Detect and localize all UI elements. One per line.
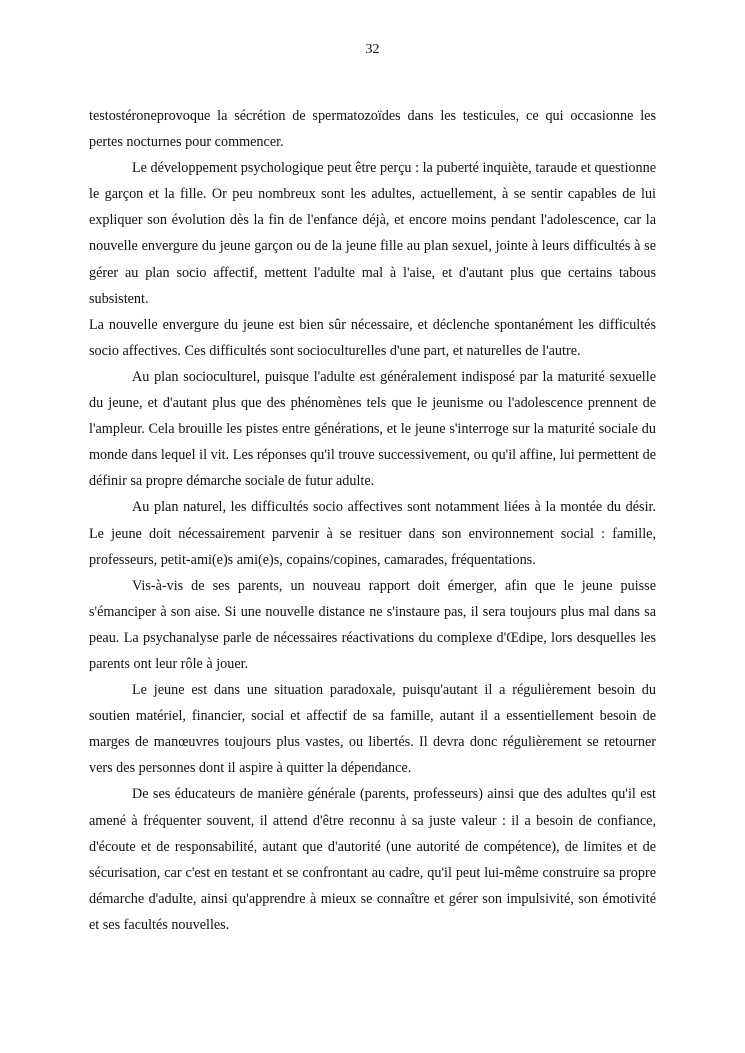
paragraph-6: Vis-à-vis de ses parents, un nouveau rapport doit émerger, afin que le jeune puisse s'émanciper à son aise. Si une nouvelle distance ne s'instaure pas, il sera toujours plus mal dans sa peau. La psychanalyse parle de nécessaires réactivations du complexe d'Œdipe, lors desquelles les parents ont leur rôle à jouer. [89,577,656,672]
document-body [89,103,656,938]
paragraph-4: Au plan socioculturel, puisque l'adulte est généralement indisposé par la maturité sexuelle du jeune, et d'autant plus que des phénomènes tels que le jeunisme ou l'adolescence prennent de l'ampleur. Cela brouille les pistes entre générations, et le jeune s'interroge sur la maturité sociale du monde dans lequel il vit. Les réponses qu'il trouve successivement, ou qu'il affine, lui permettent de définir sa propre démarche sociale de futur adulte. [89,368,656,490]
paragraph-8: De ses éducateurs de manière générale (parents, professeurs) ainsi que des adultes qu'il est amené à fréquenter souvent, il attend d'être reconnu à sa juste valeur : il a besoin de confiance, d'écoute et de responsabilité, autant que d'autorité (une autorité de compétence), de limites et de sécurisation, car c'est en testant et se confrontant au cadre, qu'il peut lui-même construire sa propre démarche d'adulte, ainsi qu'apprendre à mieux se connaître et gérer son impulsivité, son émotivité et ses facultés nouvelles. [89,786,656,933]
paragraph-1: testostéroneprovoque la sécrétion de spermatozoïdes dans les testicules, ce qui occasionne les pertes nocturnes pour commencer. [89,108,656,151]
page-number: 32 [365,42,380,57]
paragraph-5: Au plan naturel, les difficultés socio affectives sont notamment liées à la montée du désir. Le jeune doit nécessairement parvenir à se resituer dans son environnement social : famille, professeurs, petit-ami(e)s ami(e)s, copains/copines, camarades, fréquentations. [89,499,656,568]
paragraph-3: La nouvelle envergure du jeune est bien sûr nécessaire, et déclenche spontanément les difficultés socio affectives. Ces difficultés sont socioculturelles d'une part, et naturelles de l'autre. [89,316,656,359]
paragraph-7: Le jeune est dans une situation paradoxale, puisqu'autant il a régulièrement besoin du soutien matériel, financier, social et affectif de sa famille, autant il a essentiellement besoin de marges de manœuvres toujours plus vastes, ou libertés. Il devra donc régulièrement se retourner vers des personnes dont il aspire à quitter la dépendance. [89,682,656,777]
paragraph-2: Le développement psychologique peut être perçu : la puberté inquiète, taraude et questionne le garçon et la fille. Or peu nombreux sont les adultes, actuellement, à se sentir capables de lui expliquer son évolution dès la fin de l'enfance déjà, et encore moins pendant l'adolescence, car la nouvelle envergure du jeune garçon ou de la jeune fille au plan sexuel, jointe à leurs difficultés à se gérer au plan socio affectif, mettent l'adulte mal à l'aise, et d'autant plus que certains tabous subsistent. [89,160,656,307]
